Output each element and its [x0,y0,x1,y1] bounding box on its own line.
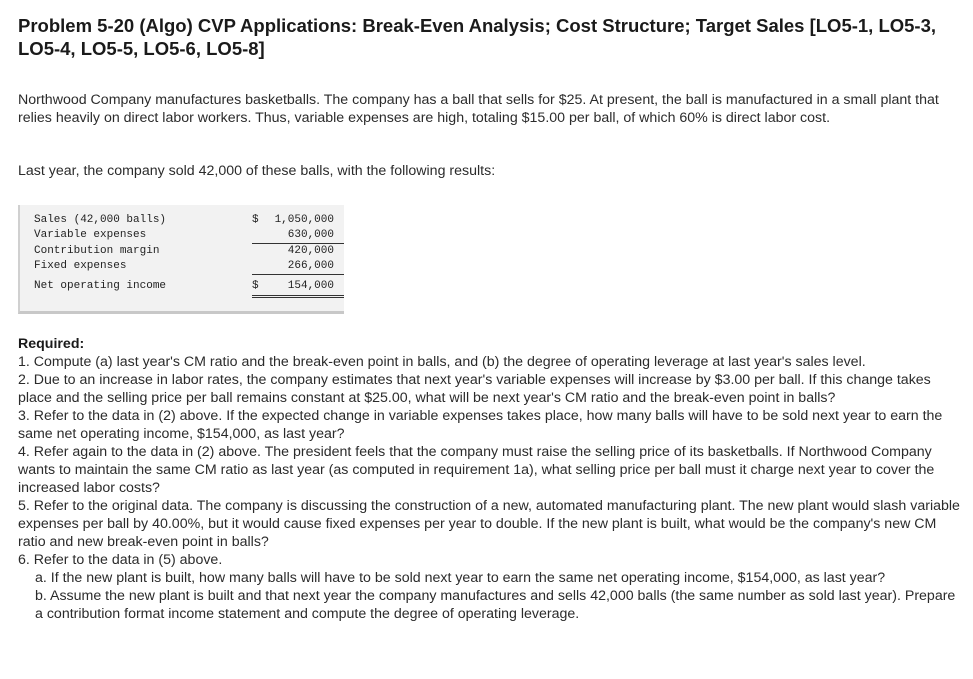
intro-paragraph: Northwood Company manufactures basketballs. The company has a ball that sells for $25. At present, the ball is manufactured in a small plant that relies heavily on direct labor workers. Thus, variable expenses are high, totaling $15.00 per ball, of which 60% is direct labor cost. [18,92,939,126]
requirement-subitem: b. Assume the new plant is built and that next year the company manufactures and sells 42,000 balls (the same number as sold last year). Prepare a contribution format income statement and compute the degree of operating leverage. [35,588,956,622]
income-statement-table [18,205,344,314]
row-value: 630,000 [287,229,334,241]
row-label: Fixed expenses [34,260,127,272]
requirement-item: 1. Compute (a) last year's CM ratio and the break-even point in balls, and (b) the degree of operating leverage at last year's sales level. [18,354,866,370]
total-rule-double [252,297,344,298]
row-label: Sales (42,000 balls) [34,214,167,226]
row-value: 420,000 [287,245,334,257]
required-heading: Required: [18,336,85,352]
requirement-item: 4. Refer again to the data in (2) above. The president feels that the company must raise the selling price of its basketballs. If Northwood Company wants to maintain the same CM ratio as last year (as computed in requirement 1a), what selling price per ball must it charge next year to cover the increased labor costs? [18,444,935,496]
row-value: 1,050,000 [274,214,334,226]
requirement-subitem: a. If the new plant is built, how many balls will have to be sold next year to earn the same net operating income, $154,000, as last year? [35,570,886,586]
required-section [18,335,963,623]
requirement-item: 6. Refer to the data in (5) above. [18,552,223,568]
subtotal-rule [252,274,344,275]
problem-title: Problem 5-20 (Algo) CVP Applications: Break-Even Analysis; Cost Structure; Target Sales [LO5-1, LO5-3, LO5-4, LO5-5, LO5-6, LO5-8] [18,15,937,59]
row-label: Variable expenses [34,229,147,241]
lead-in-paragraph: Last year, the company sold 42,000 of these balls, with the following results: [18,163,496,179]
table-row [20,260,344,275]
requirement-item: 5. Refer to the original data. The company is discussing the construction of a new, automated manufacturing plant. The new plant would slash variable expenses per ball by 40.00%, but it would cause fixed expenses per year to double. If the new plant is built, what would be the company's new CM ratio and new break-even point in balls? [18,498,960,550]
row-label: Contribution margin [34,245,160,257]
requirement-item: 3. Refer to the data in (2) above. If the expected change in variable expenses takes place, how many balls will have to be sold next year to earn the same net operating income, $154,000, as last year? [18,408,943,442]
table-row [20,214,344,229]
requirement-item: 2. Due to an increase in labor rates, the company estimates that next year's variable expenses will increase by $3.00 per ball. If this change takes place and the selling price per ball remains constant at $25.00, what will be next year's CM ratio and the break-even point in balls? [18,372,931,406]
row-value: 154,000 [287,280,334,292]
subtotal-rule [252,243,344,244]
row-value: 266,000 [287,260,334,272]
table-row [20,280,344,295]
total-rule [252,295,344,296]
row-currency: $ [252,280,259,292]
table-row [20,229,344,244]
row-currency: $ [252,214,259,226]
table-row [20,245,344,260]
row-label: Net operating income [34,280,167,292]
